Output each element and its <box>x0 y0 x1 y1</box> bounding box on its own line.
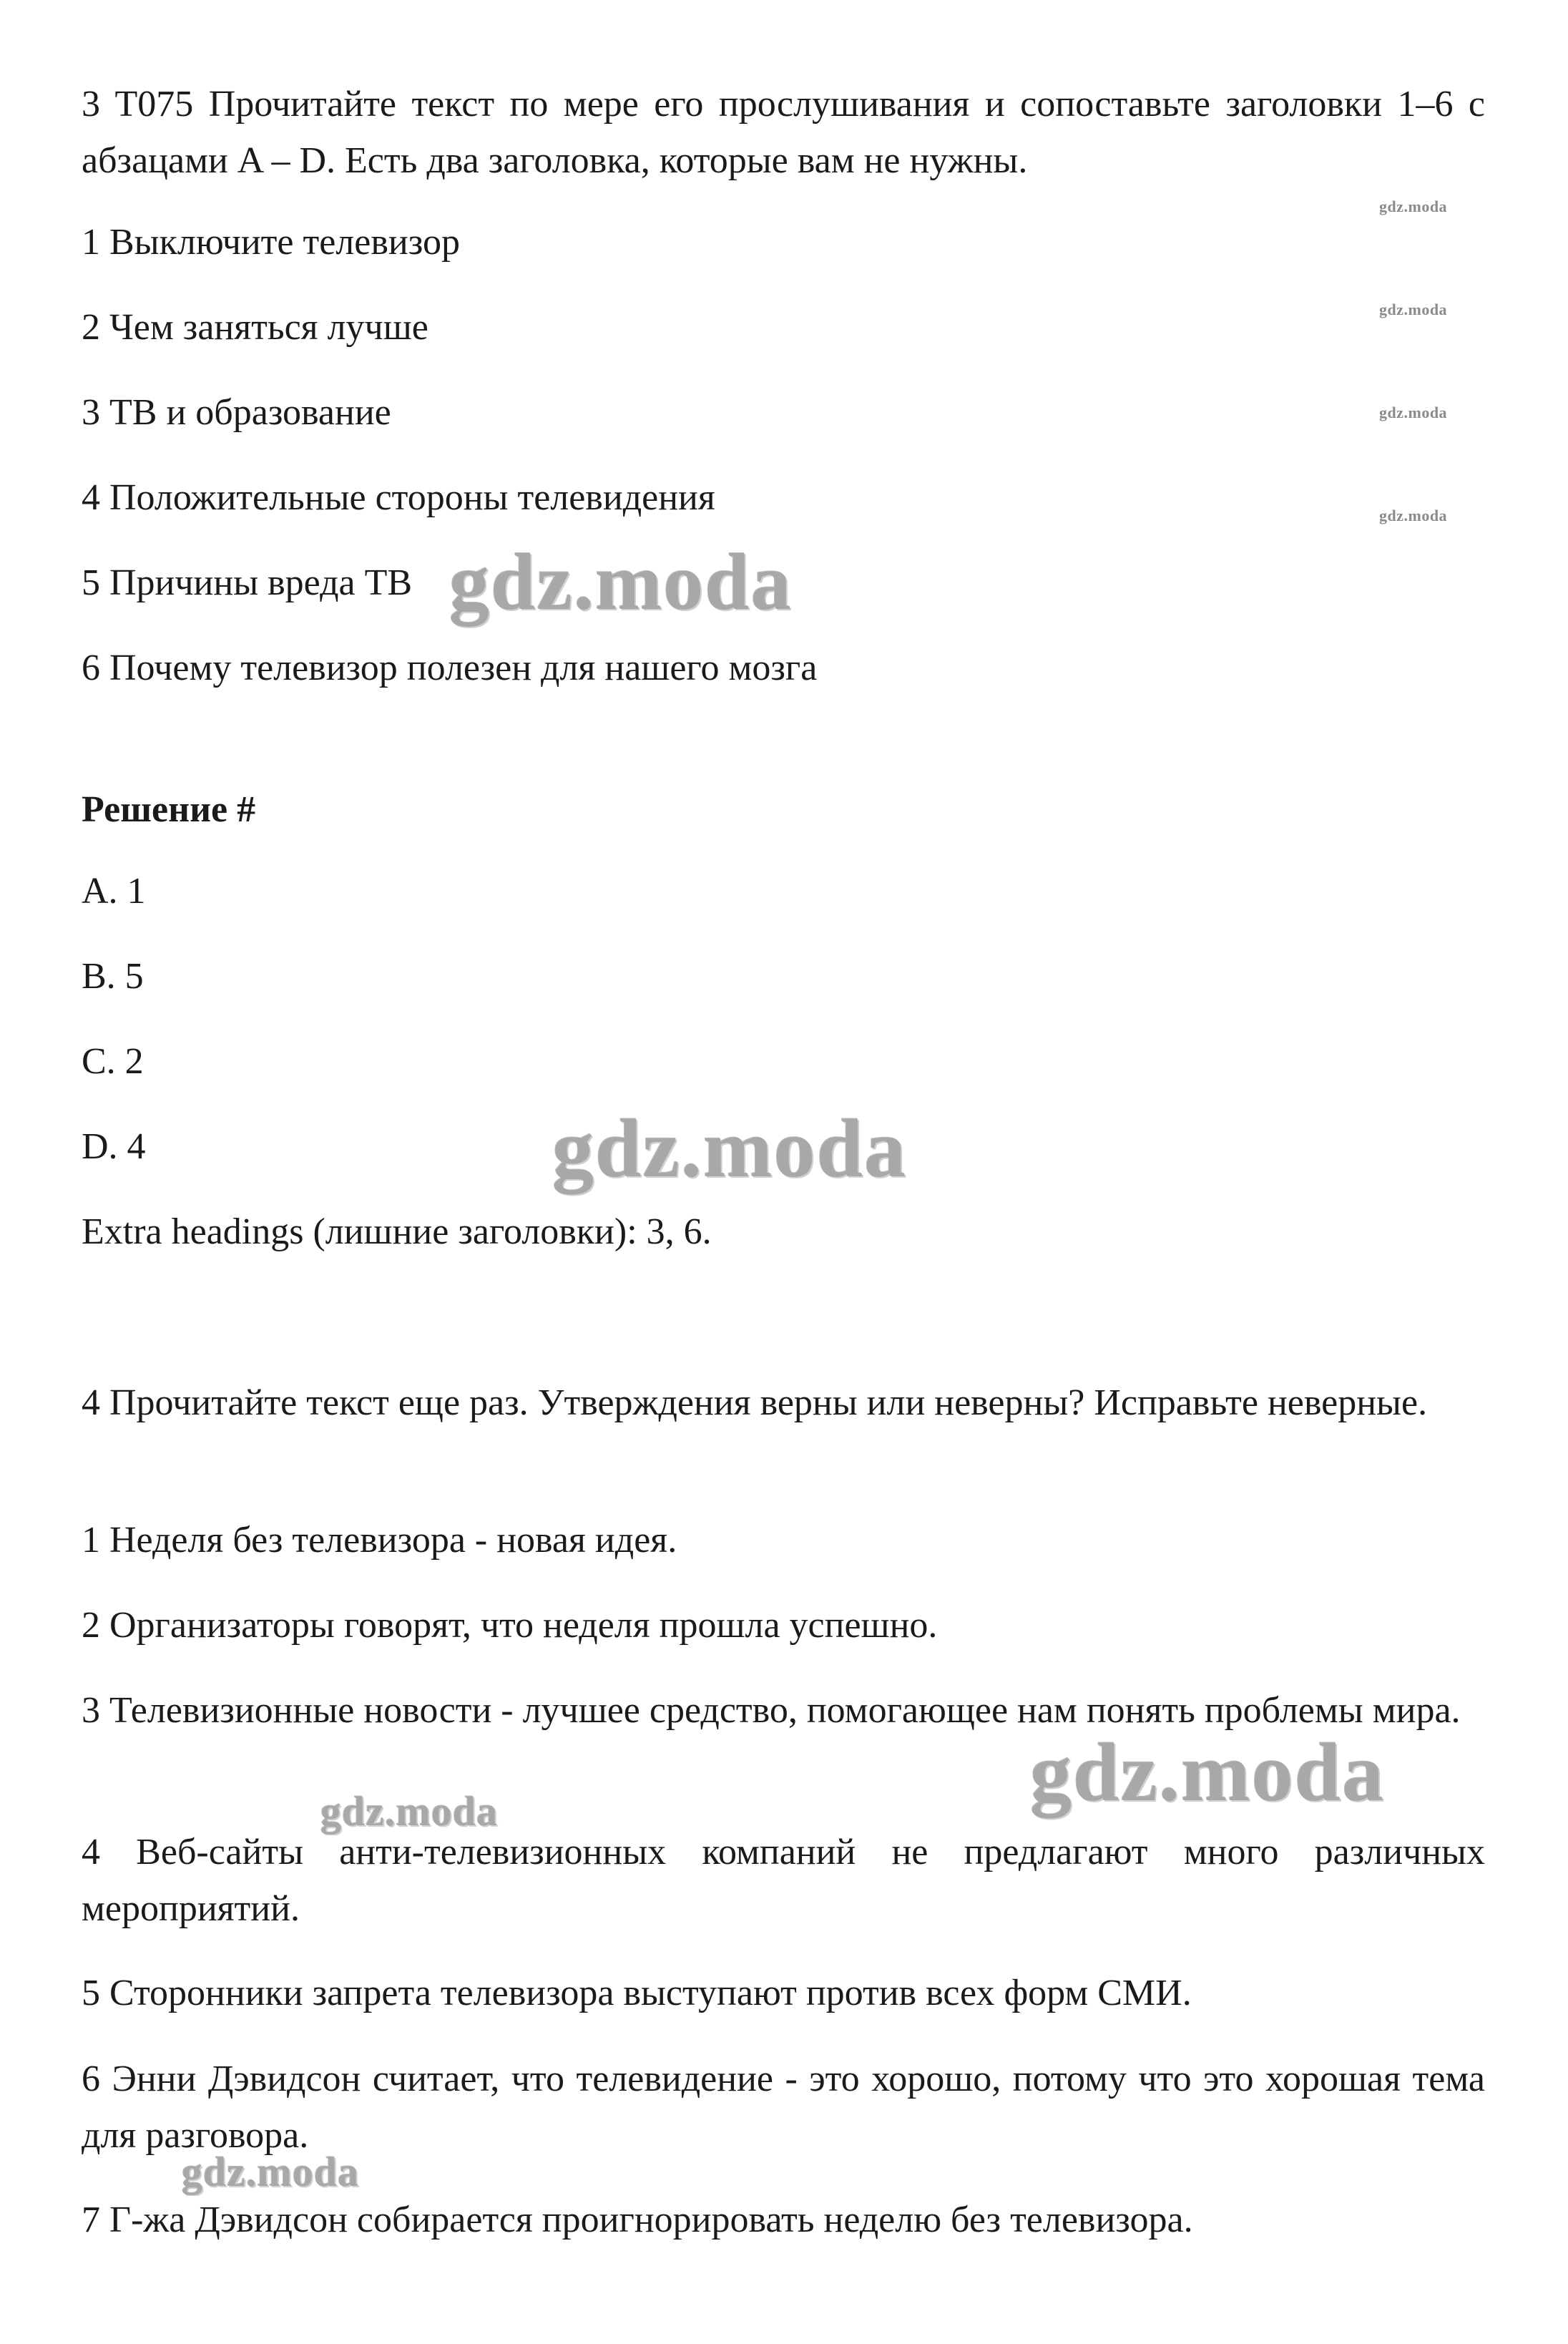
exercise4-statement-7: 7 Г-жа Дэвидсон собирается проигнорировать неделю без телевизора. <box>82 2199 1193 2240</box>
exercise3-heading-4: 4 Положительные стороны телевидения <box>82 477 715 518</box>
solution-answer-b: B. 5 <box>82 956 144 997</box>
watermark-small-2: gdz.moda <box>1379 301 1448 318</box>
exercise3-heading-3: 3 ТВ и образование <box>82 392 391 433</box>
exercise4-statement-5: 5 Сторонники запрета телевизора выступают против всех форм СМИ. <box>82 1973 1192 2013</box>
watermark-small-1: gdz.moda <box>1379 197 1448 215</box>
exercise4-instruction: 4 Прочитайте текст еще раз. Утверждения верны или неверны? Исправьте неверные. <box>82 1382 1428 1423</box>
solution-answer-d: D. 4 <box>82 1126 146 1167</box>
watermark-large-3: gdz.moda <box>1030 1727 1386 1819</box>
exercise3-heading-6: 6 Почему телевизор полезен для нашего мозга <box>82 648 818 688</box>
exercise4-statement-1: 1 Неделя без телевизора - новая идея. <box>82 1520 677 1561</box>
solution-answer-a: A. 1 <box>82 871 146 912</box>
exercise3-heading-5: 5 Причины вреда ТВ <box>82 562 413 603</box>
watermark-medium-2: gdz.moda <box>182 2149 360 2195</box>
exercise3-heading-1: 1 Выключите телевизор <box>82 222 460 263</box>
exercise4-statement-4: 4 Веб-сайты анти-телевизионных компаний не предлагают много различных мероприятий. <box>82 1832 1485 1929</box>
watermark-large-2: gdz.moda <box>552 1103 908 1195</box>
exercise4-statement-6: 6 Энни Дэвидсон считает, что телевидение - это хорошо, потому что это хорошая тема для разговора. <box>82 2059 1485 2156</box>
solution-title: Решение # <box>82 789 256 830</box>
exercise4-statement-3: 3 Телевизионные новости - лучшее средство, помогающее нам понять проблемы мира. <box>82 1690 1461 1731</box>
solution-extra-headings: Extra headings (лишние заголовки): 3, 6. <box>82 1211 712 1252</box>
exercise3-heading-2: 2 Чем заняться лучше <box>82 307 428 348</box>
watermark-small-4: gdz.moda <box>1379 507 1448 524</box>
exercise3-instruction: 3 T075 Прочитайте текст по мере его прослушивания и сопоставьте заголовки 1–6 с абзацами A – D. Есть два заголовка, которые вам не нужны. <box>82 84 1485 181</box>
watermark-large-1: gdz.moda <box>449 538 793 627</box>
exercise4-statement-2: 2 Организаторы говорят, что неделя прошла успешно. <box>82 1605 938 1646</box>
watermark-small-3: gdz.moda <box>1379 404 1448 421</box>
solution-answer-c: C. 2 <box>82 1041 144 1082</box>
watermark-medium-1: gdz.moda <box>320 1788 499 1835</box>
